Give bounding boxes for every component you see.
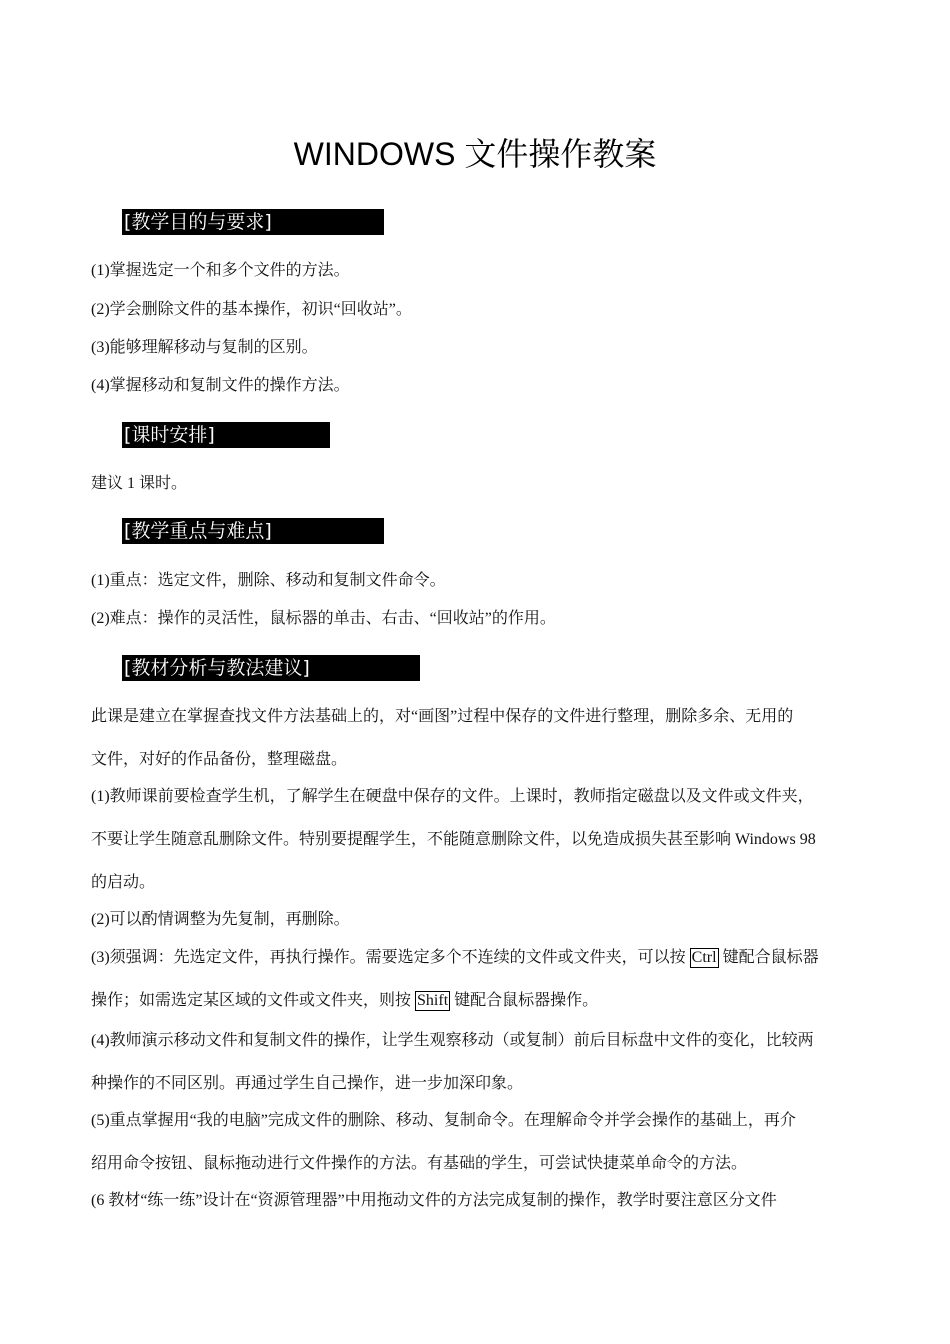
focus-item: (1)重点：选定文件，删除、移动和复制文件命令。 [91,572,446,589]
ctrl-key-label: Ctrl [691,949,717,966]
analysis-paragraph-line: 的启动。 [91,874,156,891]
analysis-paragraph-line [91,990,598,1012]
analysis-text: 操作；如需选定某区域的文件或文件夹，则按 [91,992,412,1009]
analysis-paragraph-line: 绍用命令按钮、鼠标拖动进行文件操作的方法。有基础的学生，可尝试快捷菜单命令的方法。 [91,1155,748,1172]
analysis-paragraph-line [91,947,819,969]
analysis-paragraph-line: (1)教师课前要检查学生机，了解学生在硬盘中保存的文件。上课时，教师指定磁盘以及文件或文件夹， [91,788,814,805]
analysis-text: (3)须强调：先选定文件，再执行操作。需要选定多个不连续的文件或文件夹，可以按 [91,949,686,966]
section-heading-schedule: [课时安排] [122,422,330,448]
analysis-paragraph-line: 文件，对好的作品备份，整理磁盘。 [91,751,348,768]
shift-key-label: Shift [417,992,449,1009]
objective-item: (2)学会删除文件的基本操作，初识“回收站”。 [91,301,412,318]
analysis-paragraph-line: 不要让学生随意乱删除文件。特别要提醒学生，不能随意删除文件，以免造成损失甚至影响 Windows 98 [91,831,816,848]
analysis-paragraph-line: (5)重点掌握用“我的电脑”完成文件的删除、移动、复制命令。在理解命令并学会操作的基础上，再介 [91,1112,796,1129]
analysis-paragraph-line: 种操作的不同区别。再通过学生自己操作，进一步加深印象。 [91,1075,524,1092]
section-heading-analysis: [教材分析与教法建议] [122,655,420,681]
objective-item: (1)掌握选定一个和多个文件的方法。 [91,262,350,279]
analysis-paragraph-line: (2)可以酌情调整为先复制，再删除。 [91,911,350,928]
focus-item: (2)难点：操作的灵活性，鼠标器的单击、右击、“回收站”的作用。 [91,610,556,627]
analysis-paragraph-line: (4)教师演示移动文件和复制文件的操作，让学生观察移动（或复制）前后目标盘中文件的变化，比较两 [91,1032,814,1049]
objective-item: (3)能够理解移动与复制的区别。 [91,339,318,356]
section-heading-objectives: [教学目的与要求] [122,209,384,235]
analysis-paragraph-line: (6 教材“练一练”设计在“资源管理器”中用拖动文件的方法完成复制的操作，教学时要注意区分文件 [91,1192,777,1209]
analysis-paragraph-line: 此课是建立在掌握查找文件方法基础上的，对“画图”过程中保存的文件进行整理，删除多余、无用的 [91,708,794,725]
analysis-text: 键配合鼠标器操作。 [454,992,599,1009]
objective-item: (4)掌握移动和复制文件的操作方法。 [91,377,350,394]
section-heading-focus: [教学重点与难点] [122,518,384,544]
schedule-text: 建议 1 课时。 [91,475,188,492]
analysis-text: 键配合鼠标器 [722,949,819,966]
document-title: WINDOWS 文件操作教案 [293,136,657,172]
